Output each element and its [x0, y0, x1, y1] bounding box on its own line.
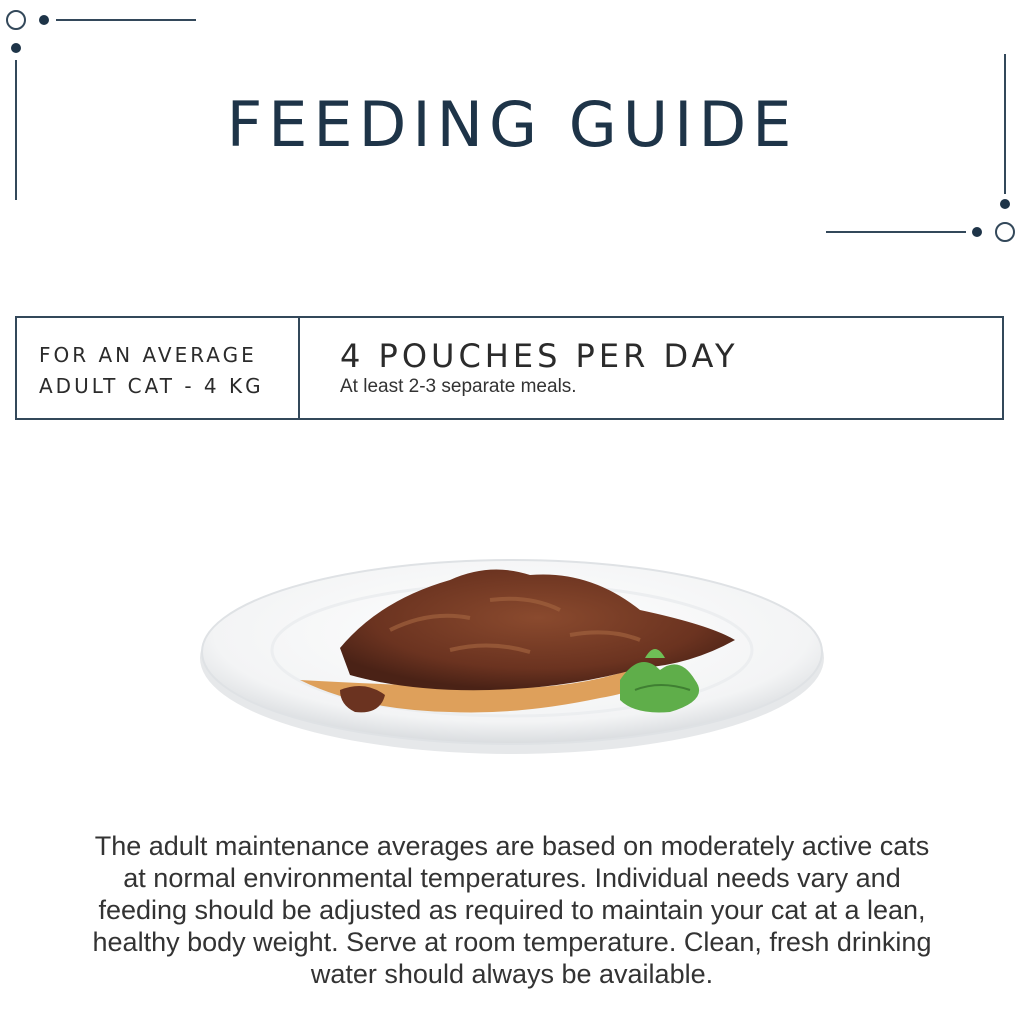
feeding-amount-cell	[300, 318, 1002, 418]
cat-weight-label-line2: ADULT CAT - 4 KG	[39, 374, 264, 398]
page-title: FEEDING GUIDE	[226, 88, 798, 161]
feeding-description: The adult maintenance averages are based on moderately active cats at normal environmental temperatures. Individual needs vary and feeding should be adjusted as required to maintain your cat at a lean, healthy body weight. Serve at room temperature. Clean, fresh drinking water should always be available.	[92, 831, 932, 989]
cat-weight-label	[17, 318, 300, 418]
cat-weight-label-line1: FOR AN AVERAGE	[39, 343, 257, 367]
feeding-amount: 4 POUCHES PER DAY	[340, 337, 739, 375]
feeding-note: At least 2-3 separate meals.	[340, 376, 577, 397]
food-plate-icon	[190, 540, 840, 790]
feeding-guide-box	[15, 316, 1004, 420]
food-plate-image	[190, 540, 840, 790]
